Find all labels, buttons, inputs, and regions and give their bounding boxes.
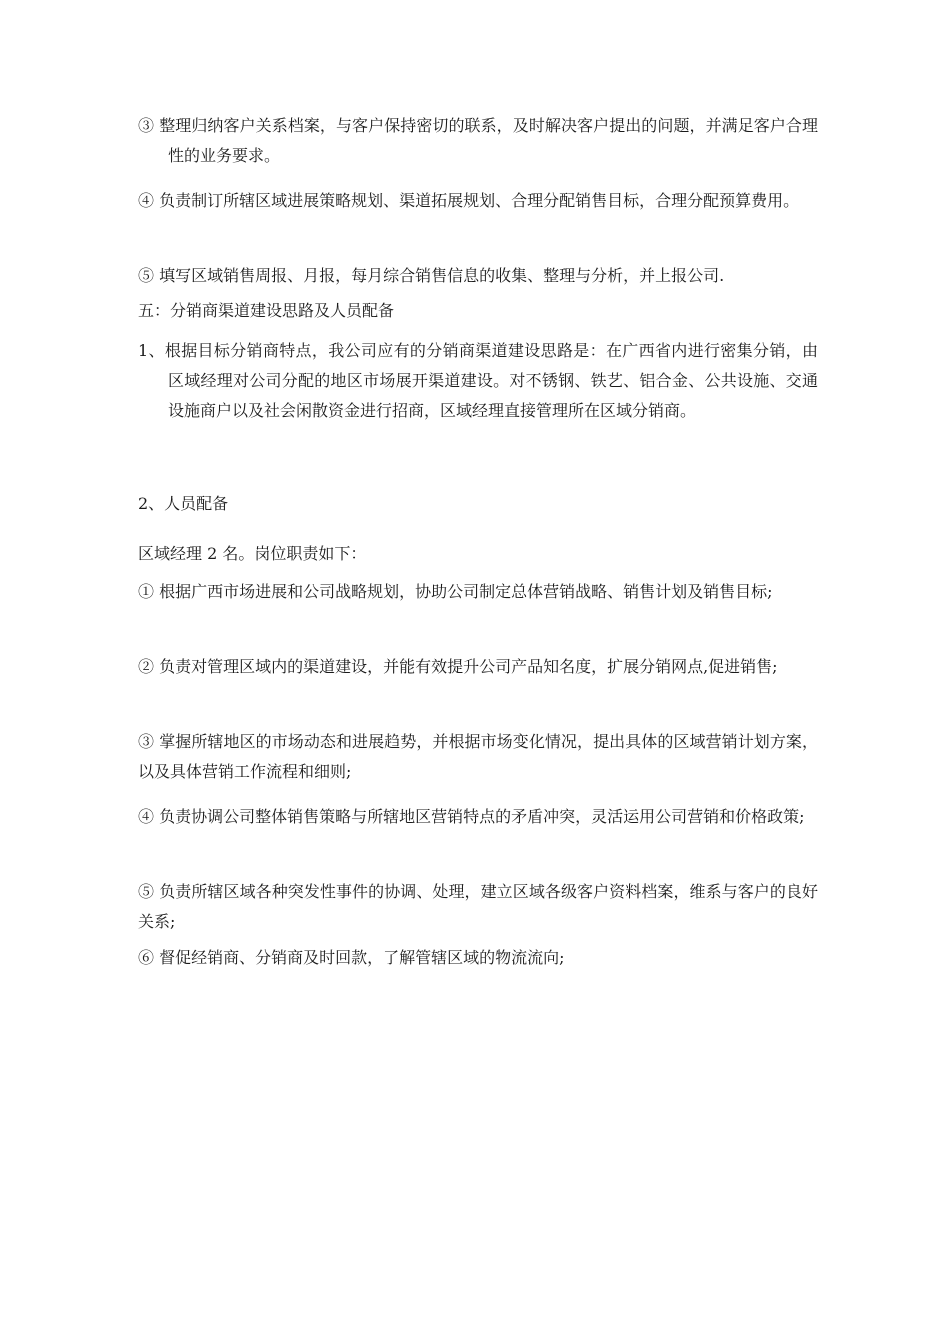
manager-duty-4-paragraph: ④ 负责协调公司整体销售策略与所辖地区营销特点的矛盾冲突，灵活运用公司营销和价格政策;: [138, 807, 805, 826]
regional-manager-intro: 区域经理 2 名。岗位职责如下：: [138, 544, 367, 563]
manager-duty-5-paragraph: ⑤ 负责所辖区域各种突发性事件的协调、处理，建立区域各级客户资料档案，维系与客户的良好关系;: [138, 882, 818, 931]
manager-duty-1-paragraph: ① 根据广西市场进展和公司战略规划，协助公司制定总体营销战略、销售计划及销售目标;: [138, 582, 773, 601]
duty-item-5-paragraph: ⑤ 填写区域销售周报、月报，每月综合销售信息的收集、整理与分析，并上报公司.: [138, 266, 725, 285]
manager-duty-6-paragraph: ⑥ 督促经销商、分销商及时回款，了解管辖区域的物流流向;: [138, 948, 565, 967]
duty-item-4-paragraph: ④ 负责制订所辖区域进展策略规划、渠道拓展规划、合理分配销售目标，合理分配预算费用。: [138, 191, 800, 210]
manager-duty-3-paragraph: ③ 掌握所辖地区的市场动态和进展趋势，并根据市场变化情况，提出具体的区域营销计划方案，以及具体营销工作流程和细则;: [138, 732, 818, 781]
manager-duty-2-paragraph: ② 负责对管理区域内的渠道建设，并能有效提升公司产品知名度，扩展分销网点,促进销售;: [138, 657, 778, 676]
duty-item-3-paragraph: ③ 整理归纳客户关系档案，与客户保持密切的联系，及时解决客户提出的问题，并满足客户合理性的业务要求。: [138, 116, 818, 165]
section-five-heading: 五：分销商渠道建设思路及人员配备: [138, 301, 395, 320]
staffing-heading: 2、人员配备: [138, 494, 229, 513]
channel-strategy-paragraph: 1、根据目标分销商特点，我公司应有的分销商渠道建设思路是：在广西省内进行密集分销，由区域经理对公司分配的地区市场展开渠道建设。对不锈钢、铁艺、铝合金、公共设施、交通设施商户以及社会闲散资金进行招商，区域经理直接管理所在区域分销商。: [138, 341, 818, 420]
